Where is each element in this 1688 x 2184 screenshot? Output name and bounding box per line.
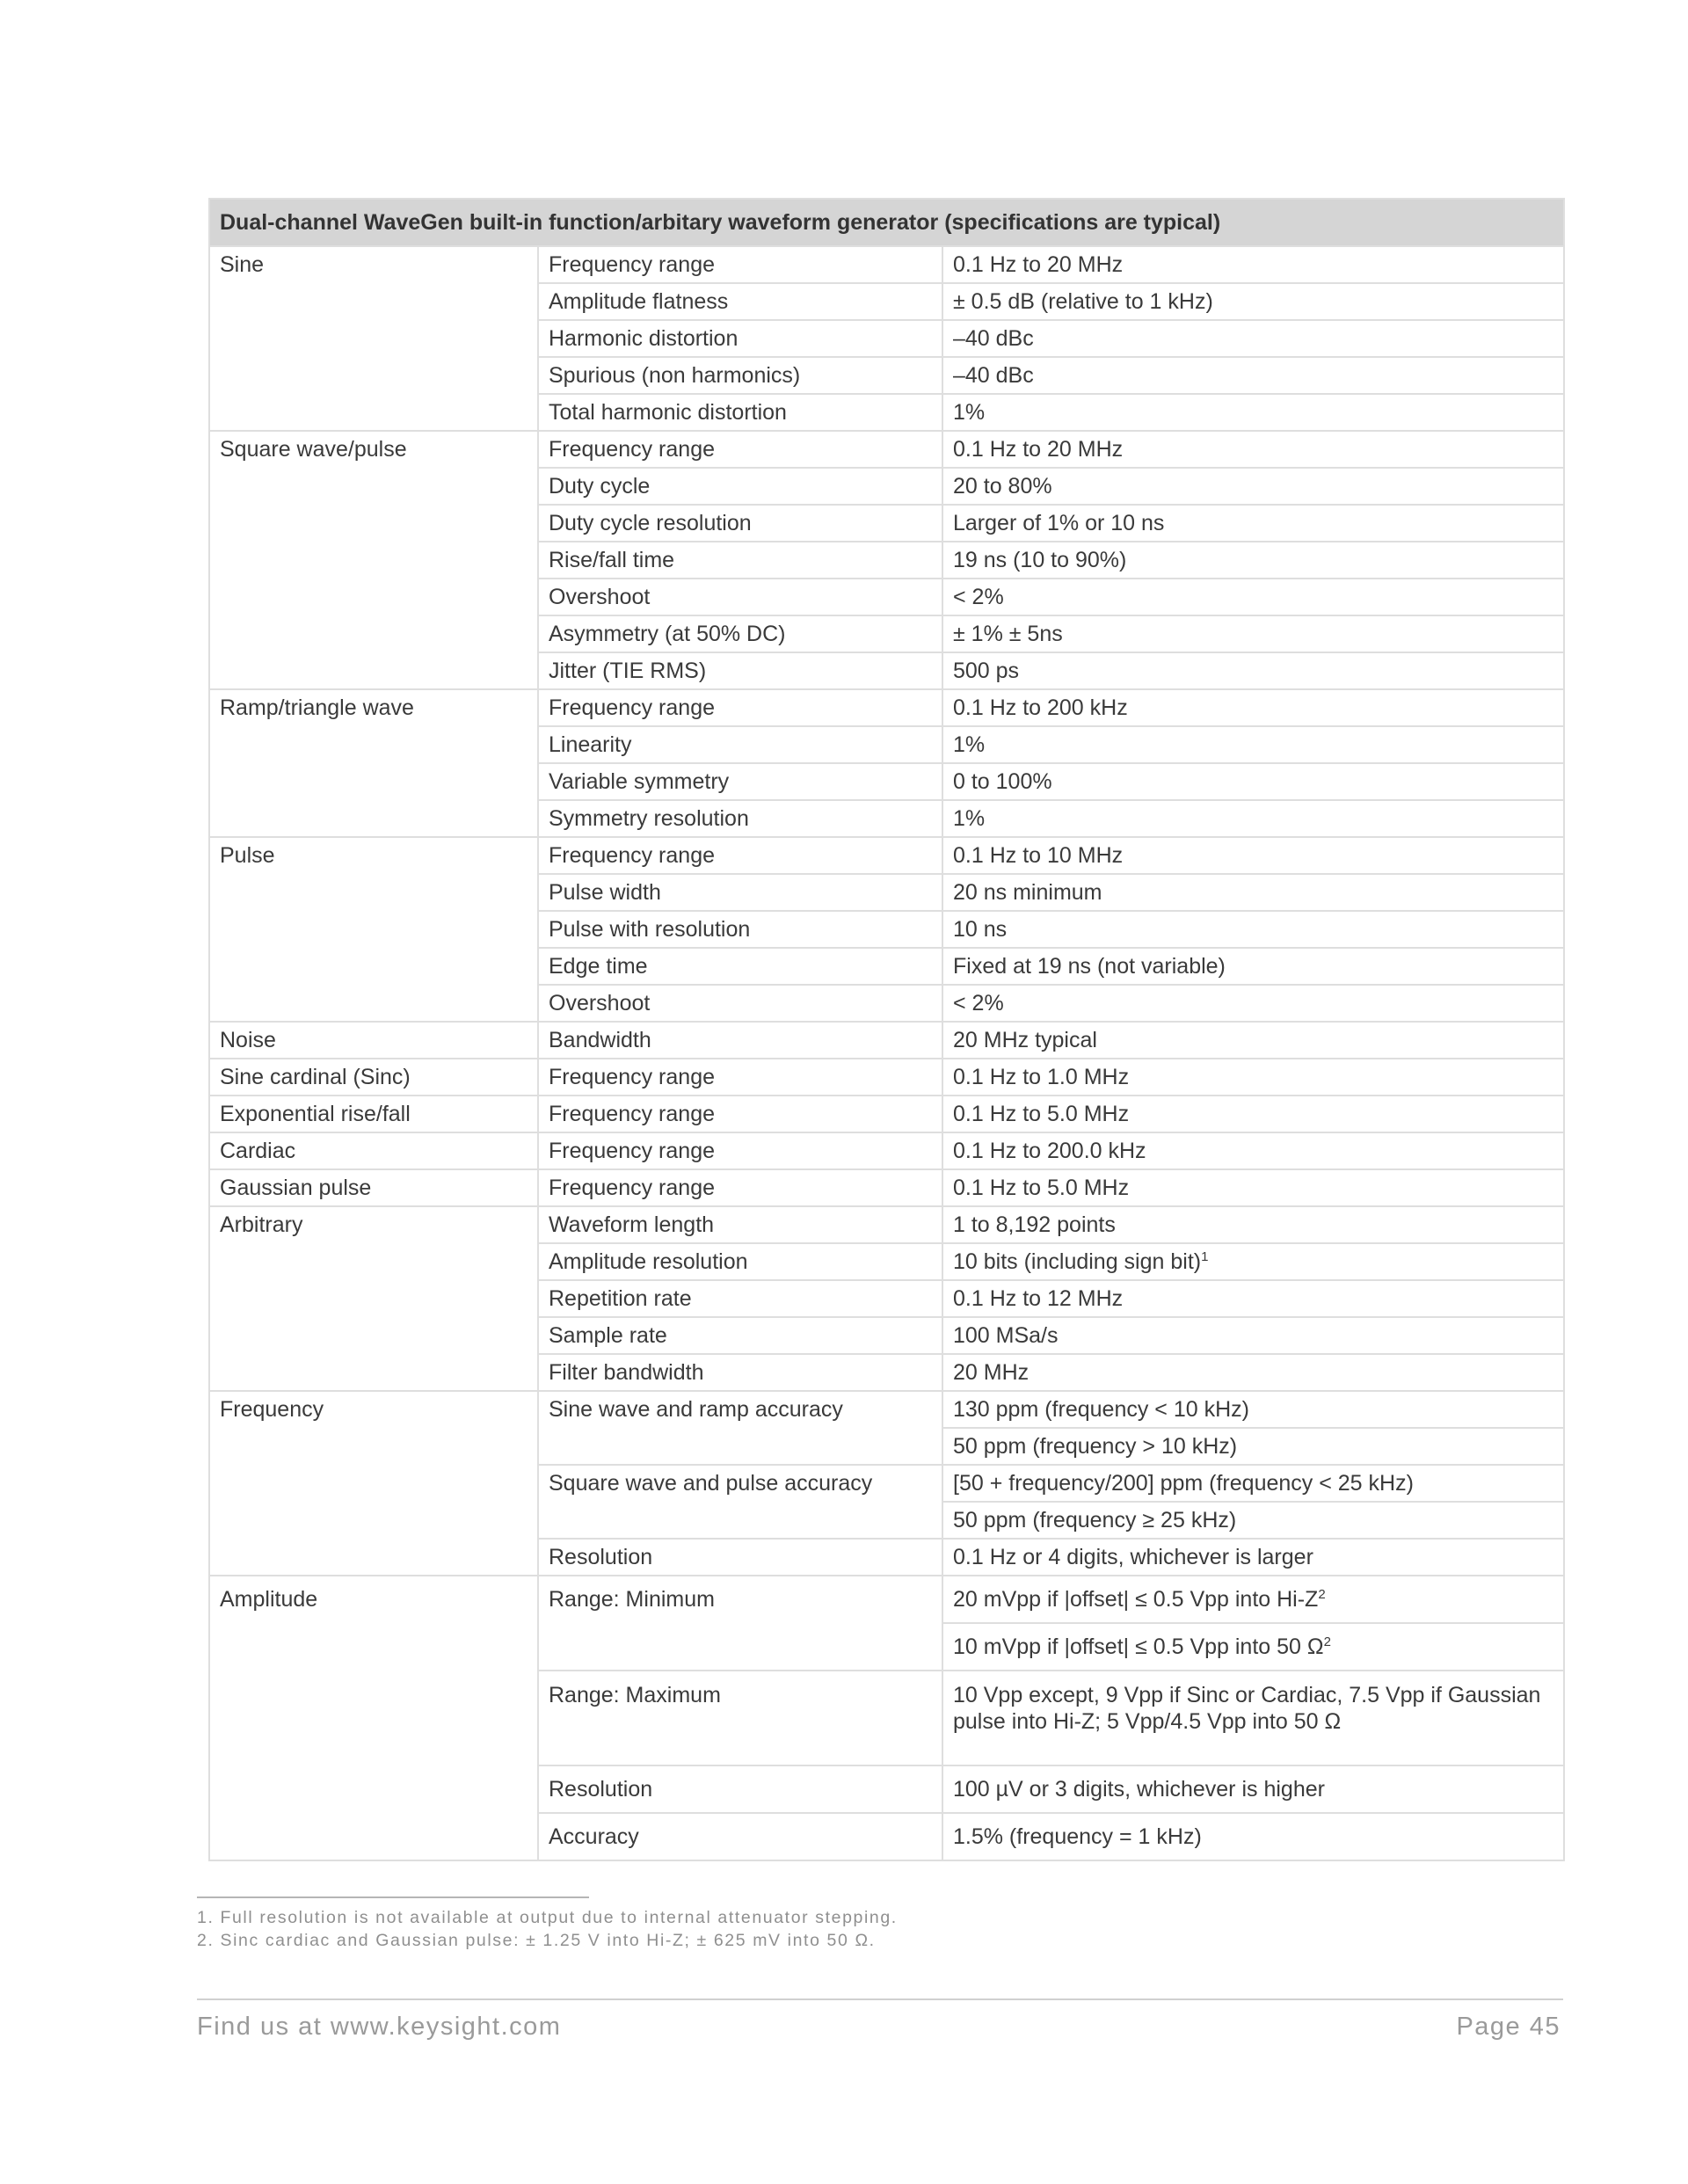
table-row <box>209 1576 1564 1623</box>
category-frequency: Frequency <box>209 1391 538 1576</box>
param-cell: Repetition rate <box>538 1280 942 1317</box>
table-title: Dual-channel WaveGen built-in function/arbitary waveform generator (specifications are typical) <box>209 199 1564 246</box>
value-cell: 20 MHz typical <box>942 1022 1564 1059</box>
value-cell: 20 MHz <box>942 1354 1564 1391</box>
value-cell: < 2% <box>942 579 1564 615</box>
value-text: 10 bits (including sign bit) <box>953 1249 1202 1274</box>
table-row <box>209 1391 1564 1428</box>
table-row <box>209 1059 1564 1096</box>
param-cell: Overshoot <box>538 985 942 1022</box>
param-cell: Duty cycle resolution <box>538 505 942 542</box>
value-cell: 0.1 Hz to 5.0 MHz <box>942 1169 1564 1206</box>
value-cell: 0.1 Hz to 10 MHz <box>942 837 1564 874</box>
param-cell: Frequency range <box>538 1096 942 1132</box>
table-row <box>209 431 1564 468</box>
value-cell: 0.1 Hz to 20 MHz <box>942 246 1564 283</box>
param-cell: Spurious (non harmonics) <box>538 357 942 394</box>
param-cell: Pulse with resolution <box>538 911 942 948</box>
value-cell: 1% <box>942 726 1564 763</box>
value-cell <box>942 1576 1564 1623</box>
spec-table <box>208 198 1565 1861</box>
value-cell: 10 Vpp except, 9 Vpp if Sinc or Cardiac, 7.5 Vpp if Gaussian pulse into Hi-Z; 5 Vpp/4.5 Vpp into 50 Ω <box>942 1671 1564 1765</box>
value-cell <box>942 1623 1564 1671</box>
category-cardiac: Cardiac <box>209 1132 538 1169</box>
table-row <box>209 246 1564 283</box>
table-row <box>209 1169 1564 1206</box>
category-arbitrary: Arbitrary <box>209 1206 538 1391</box>
param-cell: Frequency range <box>538 1132 942 1169</box>
param-cell: Frequency range <box>538 1059 942 1096</box>
value-cell: 19 ns (10 to 90%) <box>942 542 1564 579</box>
value-cell: < 2% <box>942 985 1564 1022</box>
value-cell: –40 dBc <box>942 357 1564 394</box>
category-square: Square wave/pulse <box>209 431 538 689</box>
category-sinc: Sine cardinal (Sinc) <box>209 1059 538 1096</box>
param-cell: Asymmetry (at 50% DC) <box>538 615 942 652</box>
value-cell: ± 0.5 dB (relative to 1 kHz) <box>942 283 1564 320</box>
param-cell: Overshoot <box>538 579 942 615</box>
value-cell: 1.5% (frequency = 1 kHz) <box>942 1813 1564 1860</box>
value-cell: 130 ppm (frequency < 10 kHz) <box>942 1391 1564 1428</box>
category-sine: Sine <box>209 246 538 431</box>
value-cell: –40 dBc <box>942 320 1564 357</box>
footer-divider <box>197 1998 1563 2000</box>
value-cell: 0.1 Hz to 12 MHz <box>942 1280 1564 1317</box>
value-cell: 0.1 Hz to 1.0 MHz <box>942 1059 1564 1096</box>
value-cell: Larger of 1% or 10 ns <box>942 505 1564 542</box>
footnote-divider <box>197 1896 589 1898</box>
param-cell: Frequency range <box>538 431 942 468</box>
table-row <box>209 1022 1564 1059</box>
table-row <box>209 689 1564 726</box>
value-cell: 0 to 100% <box>942 763 1564 800</box>
table-row <box>209 1096 1564 1132</box>
value-cell: 1% <box>942 394 1564 431</box>
param-cell: Sample rate <box>538 1317 942 1354</box>
footer-website: Find us at www.keysight.com <box>197 2013 562 2041</box>
value-cell: 0.1 Hz to 200 kHz <box>942 689 1564 726</box>
footnote-1: 1. Full resolution is not available at output due to internal attenuator stepping. <box>197 1908 898 1927</box>
value-cell: Fixed at 19 ns (not variable) <box>942 948 1564 985</box>
param-cell: Amplitude flatness <box>538 283 942 320</box>
category-ramp: Ramp/triangle wave <box>209 689 538 837</box>
page-number: Page 45 <box>1456 2013 1561 2041</box>
param-cell: Frequency range <box>538 1169 942 1206</box>
param-cell: Resolution <box>538 1765 942 1813</box>
param-cell: Bandwidth <box>538 1022 942 1059</box>
param-cell: Jitter (TIE RMS) <box>538 652 942 689</box>
value-cell: 100 µV or 3 digits, whichever is higher <box>942 1765 1564 1813</box>
param-cell: Waveform length <box>538 1206 942 1243</box>
footnote-ref-1: 1 <box>1201 1249 1209 1264</box>
param-cell: Linearity <box>538 726 942 763</box>
value-cell: ± 1% ± 5ns <box>942 615 1564 652</box>
value-cell: [50 + frequency/200] ppm (frequency < 25 kHz) <box>942 1465 1564 1502</box>
param-cell: Variable symmetry <box>538 763 942 800</box>
param-cell: Pulse width <box>538 874 942 911</box>
value-text: 20 mVpp if |offset| ≤ 0.5 Vpp into Hi-Z <box>953 1587 1319 1612</box>
value-cell: 0.1 Hz to 5.0 MHz <box>942 1096 1564 1132</box>
value-cell: 500 ps <box>942 652 1564 689</box>
param-cell: Frequency range <box>538 837 942 874</box>
footnote-ref-2: 2 <box>1318 1587 1326 1602</box>
table-row <box>209 1132 1564 1169</box>
param-cell: Filter bandwidth <box>538 1354 942 1391</box>
value-cell: 100 MSa/s <box>942 1317 1564 1354</box>
category-gaussian: Gaussian pulse <box>209 1169 538 1206</box>
param-cell: Amplitude resolution <box>538 1243 942 1280</box>
footnote-2: 2. Sinc cardiac and Gaussian pulse: ± 1.25 V into Hi-Z; ± 625 mV into 50 Ω. <box>197 1931 876 1950</box>
value-cell: 10 ns <box>942 911 1564 948</box>
param-cell: Range: Minimum <box>538 1576 942 1671</box>
param-cell: Rise/fall time <box>538 542 942 579</box>
param-cell: Accuracy <box>538 1813 942 1860</box>
footnote-ref-2: 2 <box>1323 1634 1331 1649</box>
param-cell: Frequency range <box>538 246 942 283</box>
value-cell: 0.1 Hz or 4 digits, whichever is larger <box>942 1539 1564 1576</box>
value-text: 10 mVpp if |offset| ≤ 0.5 Vpp into 50 Ω <box>953 1634 1324 1659</box>
value-cell: 20 to 80% <box>942 468 1564 505</box>
value-cell: 20 ns minimum <box>942 874 1564 911</box>
param-cell: Harmonic distortion <box>538 320 942 357</box>
param-cell: Total harmonic distortion <box>538 394 942 431</box>
value-cell: 0.1 Hz to 200.0 kHz <box>942 1132 1564 1169</box>
param-cell: Sine wave and ramp accuracy <box>538 1391 942 1465</box>
param-cell: Symmetry resolution <box>538 800 942 837</box>
value-cell: 1 to 8,192 points <box>942 1206 1564 1243</box>
param-cell: Resolution <box>538 1539 942 1576</box>
value-cell: 50 ppm (frequency > 10 kHz) <box>942 1428 1564 1465</box>
param-cell: Range: Maximum <box>538 1671 942 1765</box>
category-noise: Noise <box>209 1022 538 1059</box>
table-row <box>209 837 1564 874</box>
footnotes <box>197 1906 1516 1952</box>
value-cell <box>942 1243 1564 1280</box>
param-cell: Duty cycle <box>538 468 942 505</box>
table-row <box>209 1206 1564 1243</box>
param-cell: Square wave and pulse accuracy <box>538 1465 942 1539</box>
category-exponential: Exponential rise/fall <box>209 1096 538 1132</box>
value-cell: 1% <box>942 800 1564 837</box>
param-cell: Edge time <box>538 948 942 985</box>
param-cell: Frequency range <box>538 689 942 726</box>
value-cell: 50 ppm (frequency ≥ 25 kHz) <box>942 1502 1564 1539</box>
category-amplitude: Amplitude <box>209 1576 538 1860</box>
category-pulse: Pulse <box>209 837 538 1022</box>
value-cell: 0.1 Hz to 20 MHz <box>942 431 1564 468</box>
